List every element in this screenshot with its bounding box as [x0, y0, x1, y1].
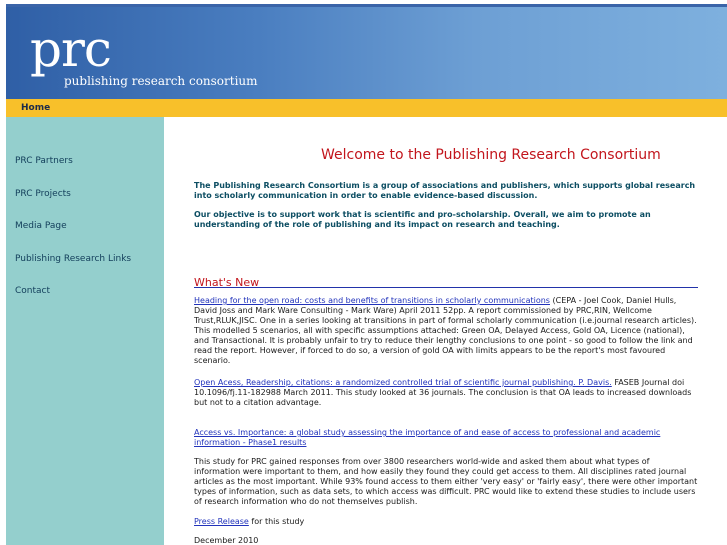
sidebar-item-media-page[interactable]: Media Page [15, 221, 67, 231]
sidebar [6, 117, 164, 545]
whats-new-label: What's New [194, 276, 260, 289]
nav-home-link[interactable]: Home [21, 103, 51, 113]
news-item-3-link[interactable]: Access vs. Importance: a global study assessing the importance of and ease of access to professional and academic information - Phase1 results [194, 428, 661, 447]
intro-paragraph-1: The Publishing Research Consortium is a group of associations and publishers, which supports global research into scholarly communication in order to enable evidence-based discussion. [194, 181, 696, 200]
sidebar-item-prc-partners[interactable]: PRC Partners [15, 156, 73, 166]
press-release-text: for this study [248, 517, 305, 526]
nav-bar [6, 99, 727, 117]
news-item-1-link[interactable]: Heading for the open road: costs and benefits of transitions in scholarly communications [194, 296, 550, 305]
news-item-2 [194, 378, 698, 408]
news-item-3-text: This study for PRC gained responses from over 3800 researchers world-wide and asked them about what types of information were important to them, and how easily they found they could get access to them. All disciplines rated journal articles as the most important. While 93% found access to them either 'very easy' or 'fairly easy', there were other important types of information, such as data sets, to which access was difficult. PRC would like to extend these studies to include users of research information who do not themselves publish. [194, 457, 698, 506]
news-item-1 [194, 296, 698, 366]
whats-new-heading [194, 271, 698, 288]
page-title: Welcome to the Publishing Research Consortium [321, 147, 661, 163]
press-release-link[interactable]: Press Release [194, 517, 249, 526]
logo-subtitle: publishing research consortium [64, 74, 258, 88]
sidebar-item-publishing-research-links[interactable]: Publishing Research Links [15, 254, 132, 264]
news-item-2-text: FASEB Journal doi 10.1096/fj.11-182988 March 2011. This study looked at 36 journals. The conclusion is that OA leads to increased downloads but not to a citation advantage. [194, 378, 692, 407]
news-date: December 2010 [194, 536, 259, 545]
site-header [6, 7, 727, 99]
logo[interactable]: prc [30, 20, 111, 78]
news-item-1-text: (CEPA - Joel Cook, Daniel Hulls, David Joss and Mark Ware Consulting - Mark Ware) April 2011 52pp. A report commissioned by PRC,RIN, Wellcome Trust,RLUK,JISC. One in a series looking at transitions in part of formal scholarly communication (i.e.journal research articles). This modelled 5 scenarios, all with specific assumptions attached: Green OA, Delayed Access, Gold OA, Licence (national), and Transactional. It is probably unfair to try to reduce their lengthy conclusions to one point - so good to follow the link and read the report. However, if forced to do so, a version of gold OA with limits appears to be the report's most favoured scenario. [194, 296, 697, 365]
sidebar-item-prc-projects[interactable]: PRC Projects [15, 189, 71, 199]
press-release-line [194, 517, 698, 527]
news-item-2-link[interactable]: Open Acess, Readership, citations: a randomized controlled trial of scientific journal publishing. P. Davis. [194, 378, 612, 387]
sidebar-item-contact[interactable]: Contact [15, 286, 51, 296]
top-border [0, 0, 727, 7]
intro-paragraph-2: Our objective is to support work that is scientific and pro-scholarship. Overall, we aim to promote an understanding of the role of publishing and its impact on research and teaching. [194, 210, 651, 229]
news-item-3-title [194, 428, 698, 448]
